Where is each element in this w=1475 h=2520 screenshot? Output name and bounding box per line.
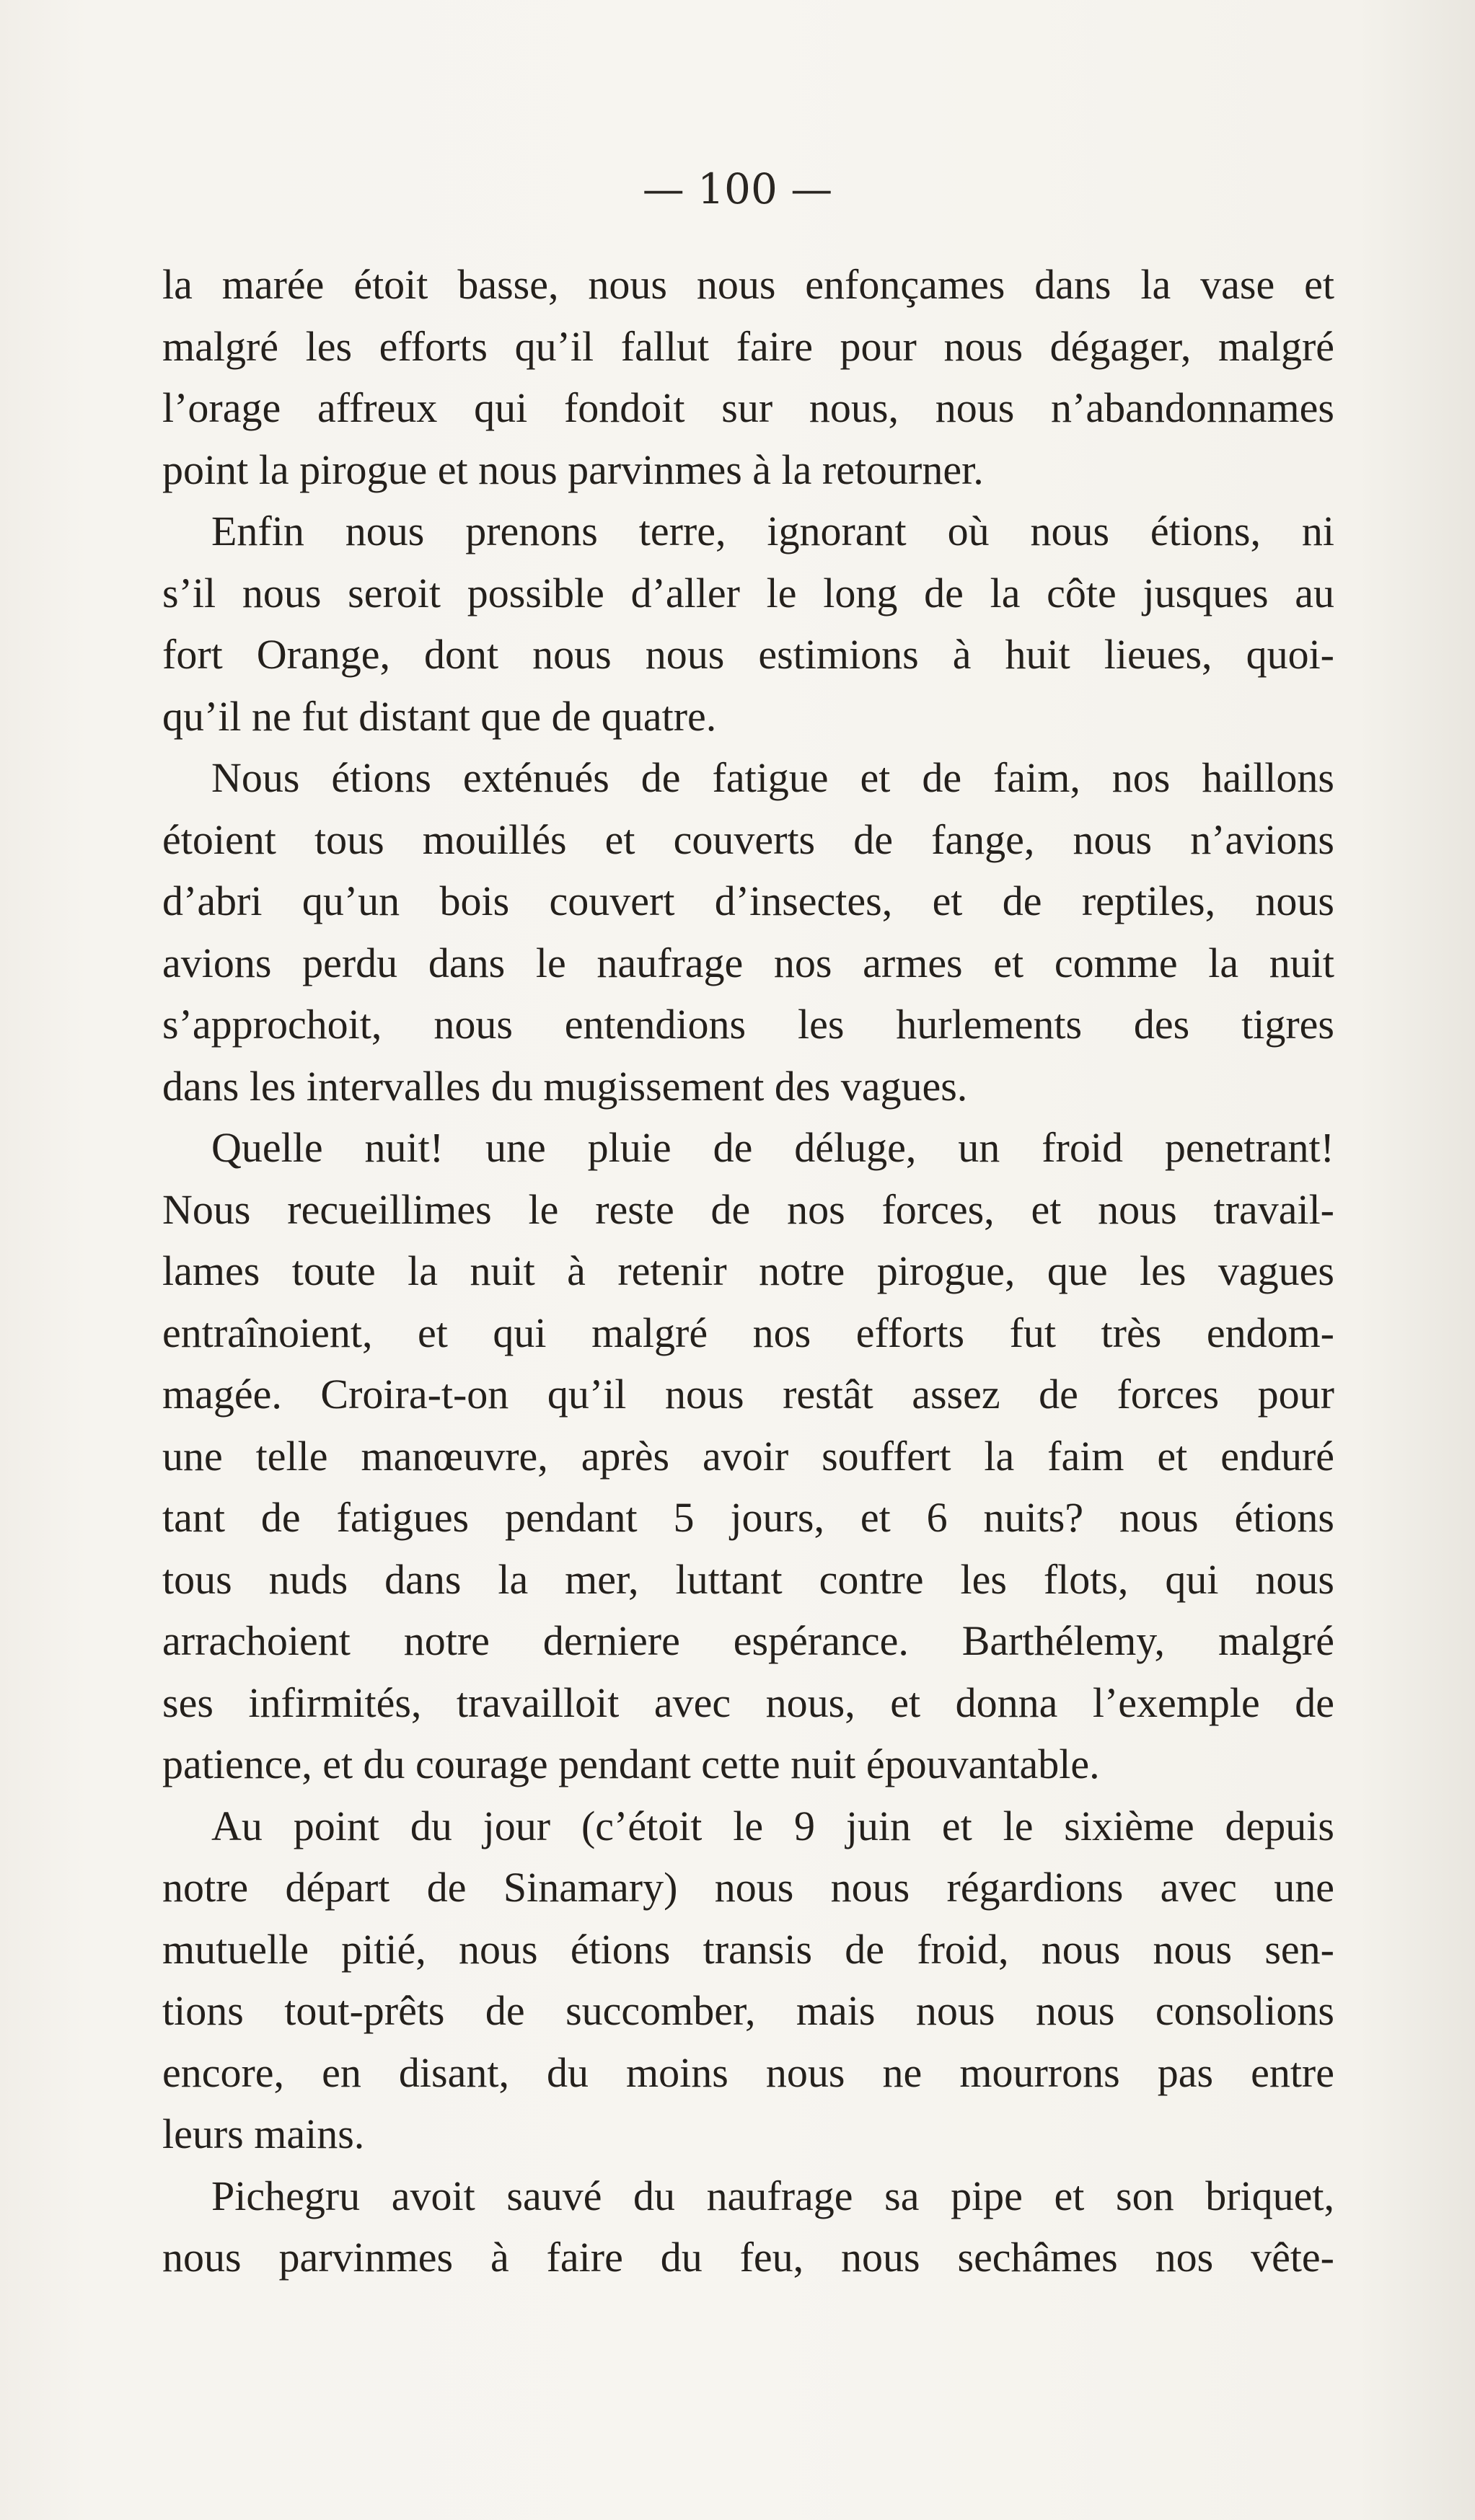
text-line: Au point du jour (c’étoit le 9 juin et le sixième depuis — [211, 1802, 1334, 1849]
text-line: patience, et du courage pendant cette nuit épouvantable. — [162, 1741, 1100, 1787]
text-line: nous parvinmes à faire du feu, nous sechâmes nos vête- — [162, 2234, 1334, 2281]
text-line: Enfin nous prenons terre, ignorant où nous étions, ni — [211, 508, 1334, 554]
paragraph — [162, 2165, 1334, 2289]
text-line: étoient tous mouillés et couverts de fange, nous n’avions — [162, 815, 1334, 863]
text-line: s’il nous seroit possible d’aller le long de la côte jusques au — [162, 569, 1334, 616]
text-line: mutuelle pitié, nous étions transis de froid, nous nous sen- — [162, 1925, 1334, 1973]
text-line: notre départ de Sinamary) nous nous régardions avec une — [162, 1864, 1334, 1911]
text-line: Pichegru avoit sauvé du naufrage sa pipe et son briquet, — [211, 2172, 1334, 2219]
text-line: s’approchoit, nous entendions les hurlements des tigres — [162, 1001, 1334, 1048]
text-line: Quelle nuit! une pluie de déluge, un froid penetrant! — [211, 1124, 1334, 1171]
text-line: lames toute la nuit à retenir notre pirogue, que les vagues — [162, 1247, 1334, 1294]
text-line: point la pirogue et nous parvinmes à la retourner. — [162, 446, 984, 493]
paragraph — [162, 1117, 1334, 1795]
text-line: Nous étions exténués de fatigue et de faim, nos haillons — [211, 754, 1334, 801]
text-line: tous nuds dans la mer, luttant contre les flots, qui nous — [162, 1555, 1334, 1603]
body-text — [162, 254, 1334, 2289]
text-line: leurs mains. — [162, 2110, 365, 2157]
text-line: arrachoient notre derniere espérance. Barthélemy, malgré — [162, 1617, 1334, 1664]
paragraph — [162, 254, 1334, 500]
text-line: entraînoient, et qui malgré nos efforts fut très endom- — [162, 1309, 1334, 1356]
paragraph — [162, 500, 1334, 747]
text-line: ses infirmités, travailloit avec nous, et donna l’exemple de — [162, 1679, 1334, 1726]
page-number: — 100 — — [642, 164, 833, 213]
text-line: d’abri qu’un bois couvert d’insectes, et de reptiles, nous — [162, 877, 1334, 924]
text-line: dans les intervalles du mugissement des vagues. — [162, 1062, 968, 1110]
paragraph — [162, 747, 1334, 1117]
text-line: la marée étoit basse, nous nous enfonçames dans la vase et — [162, 261, 1334, 308]
text-line: Nous recueillimes le reste de nos forces, et nous travail- — [162, 1185, 1334, 1233]
text-line: une telle manœuvre, après avoir souffert la faim et enduré — [162, 1432, 1334, 1480]
text-line: tant de fatigues pendant 5 jours, et 6 nuits? nous étions — [162, 1494, 1334, 1541]
paragraph — [162, 1795, 1334, 2165]
text-line: l’orage affreux qui fondoit sur nous, nous n’abandonnames — [162, 384, 1334, 431]
text-line: fort Orange, dont nous nous estimions à huit lieues, quoi- — [162, 631, 1334, 678]
text-line: qu’il ne fut distant que de quatre. — [162, 692, 717, 740]
text-line: tions tout-prêts de succomber, mais nous nous consolions — [162, 1987, 1334, 2034]
text-line: magée. Croira-t-on qu’il nous restât assez de forces pour — [162, 1371, 1334, 1418]
text-line: encore, en disant, du moins nous ne mourrons pas entre — [162, 2048, 1334, 2096]
text-line: avions perdu dans le naufrage nos armes et comme la nuit — [162, 939, 1334, 986]
text-line: malgré les efforts qu’il fallut faire pour nous dégager, malgré — [162, 322, 1334, 370]
